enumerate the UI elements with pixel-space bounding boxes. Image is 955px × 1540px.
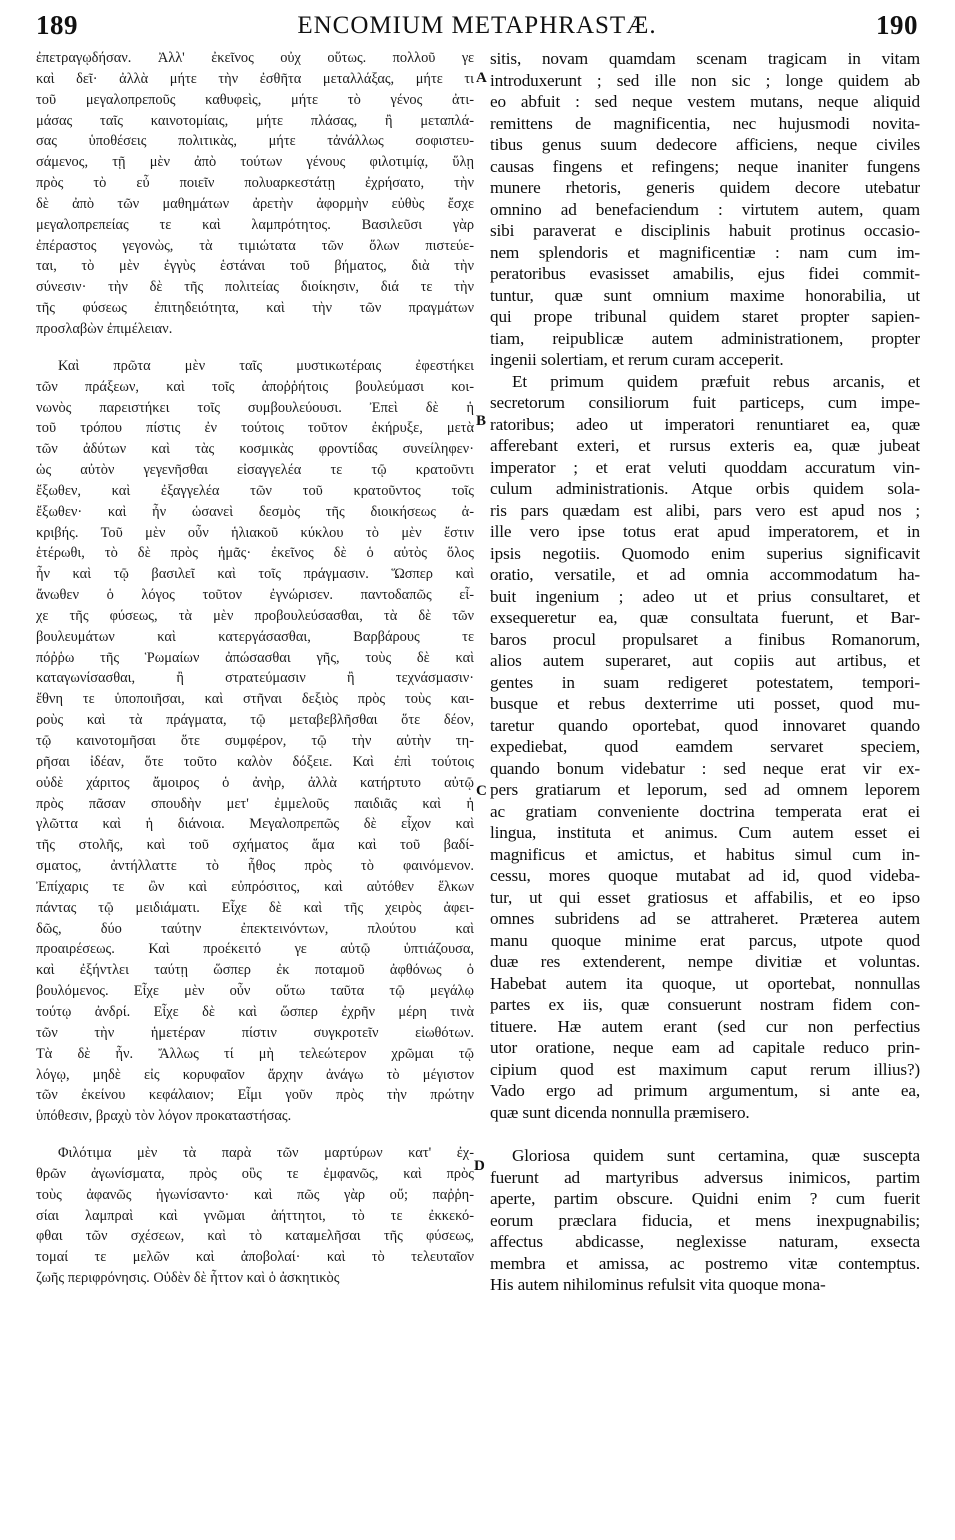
text-line: secretorum consiliorum fuit particeps, cum impe- (490, 393, 920, 412)
text-line: μεγαλοπρεπείας τε καὶ λαμπρότητος. Βασιλεῦσι γὰρ (36, 216, 474, 233)
text-line: τούτῳ ἀνδρί. Εἶχε δὲ καὶ ὥσπερ ἐχρῆν μέρη τινὰ (36, 1003, 474, 1020)
margin-marker-a: A (476, 70, 487, 86)
text-line: quando bonum videbatur : sed neque erat vir ex- (490, 758, 920, 778)
text-line: ratoribus; adeo ut imperatori renuntiaret ea, quæ (490, 414, 920, 434)
paragraph-gap (36, 340, 474, 356)
text-line: sitis, novam quamdam scenam tragicam in vitam (490, 49, 920, 68)
text-line: tiam, reipublicæ autem administrationem, propter (490, 328, 920, 348)
text-line: ἔξωθεν· καὶ ἦν ὡσανεὶ δεσμὸς τῆς διοικήσεως ἀ- (36, 503, 474, 520)
text-line: ἔξωθεν, καὶ ἐξαγγελέα τῶν τοῦ κρατοῦντος τοῖς (36, 482, 474, 499)
text-line: remittens de magnificentia, nec hujusmodi novita- (490, 113, 920, 133)
text-line: σματος, ἀντήλλαττε τὸ ἦθος πρὸς τὸ φαινόμενον. (36, 858, 474, 875)
text-line: Et primum quidem præfuit rebus arcanis, et (512, 371, 920, 391)
text-line: Gloriosa quidem sunt certamina, quæ suscepta (512, 1146, 920, 1165)
greek-paragraph (36, 356, 474, 1127)
text-line: imperator ; et erat veluti quoddam accuratum vin- (490, 457, 920, 477)
text-line: τῶν τὴν ἡμετέραν πίστιν συγκροτεῖν εἰωθότων. (36, 1024, 474, 1041)
text-line: tur, ut qui esset gratiosus et affabilis, et eo ipso (490, 887, 920, 907)
text-line: Habebat autem ita quoque, ut oportebat, nonnullas (490, 973, 920, 993)
text-line: τοῦ τρόπου πίστις ἐν τούτοις τοῦτον ἐκήρυξε, μετὰ (36, 420, 474, 437)
text-line: ἄνωθεν ὁ λόγος τοῦτον ἐγνώρισεν. παντοδαπῶς εἶ- (36, 587, 474, 604)
text-line: τῶν ἀδύτων καὶ τὰς κοσμικὰς φροντίδας συνείληφεν· (36, 441, 474, 458)
text-line: δῶς, δύο ταύτην ἐπεκτεινόντων, πλούτου καὶ (36, 920, 474, 937)
text-line: νωνὸς παρειστήκει τοῖς συμβουλεύουσι. Ἐπεὶ δὲ ἡ (36, 399, 474, 416)
text-line: busque et rebus dexterrime uti posset, quod mu- (490, 694, 920, 713)
text-line: ἦν καὶ τῷ βασιλεῖ καὶ τοῖς πράγμασιν. Ὥσπερ καὶ (36, 566, 474, 583)
text-line: sibi paraverat e disciplinis habuit protinus occasio- (490, 221, 920, 240)
margin-marker-c: C (476, 783, 487, 799)
text-line: ἔθνη τε ὑποποιῆσαι, καὶ στῆναι δεξιὸς πρὸς τοὺς και- (36, 691, 474, 708)
text-line: δὲ ἀπὸ τῶν μαθημάτων ἀρετὴν ἀφορμὴν εὐθὺς ἔσχε (36, 195, 474, 212)
text-line: τομαί τε μελῶν καὶ ἀποβολαί· καὶ τὸ τελευταῖον (36, 1249, 474, 1266)
text-line: καὶ ἐξήντλει ταύτῃ ὥσπερ ἐκ ποταμοῦ ἀφθόνως ὁ (36, 962, 474, 979)
text-line: χε τῆς φύσεως, τὰ μὲν προβουλεύσασθαι, τὰ δὲ τῶν (36, 607, 474, 624)
text-line: ac gratiam conveniente doctrina temperata erat ei (490, 801, 920, 821)
text-line: gentes in suam redigeret potestatem, tempori- (490, 672, 920, 692)
text-line: magnificus et amictus, et habitus simul cum in- (490, 844, 920, 864)
text-line: προσλαβὼν ἐπιμέλειαν. (36, 320, 173, 337)
page-number-left: 189 (36, 10, 78, 40)
text-line: γλῶττα καὶ ἡ διάνοια. Μεγαλοπρεπῶς δὲ εἶχον καὶ (36, 816, 474, 833)
text-line: λόγῳ, μηδὲ εἰς κορυφαῖον ἄρχην ἀνάγω τὸ μέγιστον (36, 1066, 474, 1083)
text-line: partes ex iis, quæ consuerunt nostram fidem con- (490, 995, 920, 1014)
margin-marker-b: B (476, 413, 487, 429)
text-line: ὡς αὐτὸν γεγενῆσθαι εἰσαγγελέα τε τῷ κρατοῦντι (36, 462, 474, 479)
text-line: buit ingenium ; adeo ut et prius consultaret, et (490, 586, 920, 606)
text-line: afferebant exteri, et rursus exteris ea, quæ jubeat (490, 436, 920, 455)
text-line: pers gratiarum et leporum, sed ad omnem leporem (490, 780, 920, 799)
text-line: τοὺς ἀφανῶς ἠγωνίσαντο· καὶ πῶς γὰρ οὔ; παῤῥη- (36, 1186, 474, 1203)
greek-paragraph (36, 48, 474, 340)
text-line: introduxerunt ; sed ille non sic ; longe quidem ab (490, 70, 920, 90)
text-line: affectus abdicasse, neglexisse naturam, exsecta (490, 1232, 920, 1251)
text-line: tuntur, quæ sunt omnium maxime honorabilia, ut (490, 285, 920, 305)
text-line: Τὰ δὲ ἦν. Ἄλλως τί μὴ τελεώτερον χρῶμαι τῷ (36, 1045, 474, 1062)
text-line: membra et amissa, ac postremo vitæ contemptus. (490, 1253, 920, 1273)
text-line: τῶν πράξεων, καὶ τοῖς ἀποῤῥήτοις βουλεύμασι κοι- (36, 378, 474, 395)
greek-column (36, 48, 474, 1289)
text-line: ris pars quædam est alibi, pars vero est apud nos ; (490, 500, 920, 520)
text-line: qui prope tribunal quidem staret propter sapien- (490, 307, 920, 326)
text-line: omnino ad benefaciendum : virtutem autem, quam (490, 199, 920, 219)
text-line: θρῶν ἀγωνίσματα, πρὸς οὓς τε ἐμφανῶς, καὶ πρὸς (36, 1165, 474, 1182)
text-line: ἐπετραγῳδήσαν. Ἀλλ' ἐκεῖνος οὐχ οὕτως. πολλοῦ γε (36, 50, 474, 66)
text-line: φθαι τῶν σχέσεων, καὶ τὸ καταμελῆσαι τῆς φύσεως, (36, 1228, 474, 1245)
text-line: βουλόμενος. Εἶχε μὲν οὖν οὕτω ταῦτα τῷ μεγάλῳ (36, 983, 474, 1000)
margin-marker-d: D (474, 1158, 485, 1174)
text-line: expediebat, quod eamdem servaret speciem, (490, 737, 920, 756)
text-line: His autem nihilominus refulsit vita quoque mona- (490, 1275, 826, 1294)
text-line: μάσας ταῖς καινοτομίαις, μήτε πλάσας, ἢ μεταπλά- (36, 112, 474, 129)
text-line: ipsis negotiis. Quomodo enim superius significavit (490, 543, 920, 563)
text-line: σύνεσιν· τὴν δὲ τῆς πολιτείας διοίκησιν, διά τε τὴν (36, 279, 474, 296)
text-line: eorum præclara fiducia, et mens inexpugnabilis; (490, 1210, 920, 1230)
text-line: πάντας τῷ μειδιάματι. Εἶχε δὲ καὶ τῆς χειρὸς ἀφει- (36, 899, 474, 916)
text-line: peratoribus evasisset amabilis, ejus fidei commit- (490, 264, 920, 283)
text-line: manu quoque minime erat parcus, utpote quod (490, 930, 920, 950)
text-line: causas fingens et refingens; neque inaniter fungens (490, 156, 920, 176)
text-line: ρῆσαι ἰδέαν, ὅτε τοῦτο καλὸν δόξειε. Καὶ ἐπὶ τούτοις (36, 753, 474, 770)
latin-paragraph (490, 48, 920, 371)
text-line: τοῦ μεγαλοπρεποῦς καθυφεὶς, μήτε τὸ γένος ἀτι- (36, 91, 474, 108)
text-line: culum administrationis. Atque orbis quidem sola- (490, 479, 920, 498)
text-line: πόῤῥω τῆς Ῥωμαίων ἀπώσασθαι γῆς, τοὺς δὲ καὶ (36, 649, 474, 666)
latin-column (490, 48, 920, 1296)
text-line: τῶν ἐκείνου κεφάλαιον; Εἶμι γοῦν πρὸς τὴν πρώτην (36, 1087, 474, 1104)
text-line: omnes subridens ad se attraheret. Præterea autem (490, 909, 920, 928)
page-number-right: 190 (876, 10, 918, 40)
text-line: οὐδὲ χάριτος ἄμοιρος ὁ ἀνὴρ, ἀλλὰ κατήρτυτο αὐτῷ (36, 774, 474, 791)
paragraph-gap (490, 1123, 920, 1145)
text-line: βουλευμάτων καὶ κατεργάσασθαι, Βαρβάρους τε (36, 628, 474, 645)
text-line: quæ sunt dicenda nonnulla præmisero. (490, 1102, 750, 1122)
text-line: duæ res extenderent, nempe divitiæ et voluntas. (490, 952, 920, 971)
text-line: baros procul propulsaret a finibus Romanorum, (490, 629, 920, 649)
text-line: ζωῆς περιφρόνησις. Οὐδὲν δὲ ἧττον καὶ ὁ ἀσκητικὸς (36, 1270, 340, 1287)
text-line: tituere. Hæ autem erant (sed cur non perfectius (490, 1016, 920, 1036)
text-line: σας ὑποθέσεις πολιτικὰς, μήτε τἀνάλλως σοφιστευ- (36, 133, 474, 150)
text-line: exsequeretur ea, quæ consultata fuerunt, et Bar- (490, 608, 920, 627)
text-line: oratio, versatile, et ad omnia accommodatum ha- (490, 565, 920, 584)
text-line: τῷ καινοτομῆσαι ὅτε συμφέρον, τῷ τὴν αὐτὴν τη- (36, 733, 474, 749)
text-line: ingenii solertiam, et rerum curam acceperit. (490, 350, 784, 369)
text-line: τῆς στολῆς, καὶ τοῦ σχήματος ἅμα καὶ τοῦ βαδί- (36, 837, 474, 854)
text-line: Ἐπίχαρις τε ὢν καὶ εὐπρόσιτος, καὶ αὐτόθεν ἕλκων (36, 878, 474, 895)
text-line: κριβής. Τοῦ μὲν οὖν ἡλιακοῦ κύκλου τὸ μὲν ἔστιν (36, 524, 474, 541)
text-line: Καὶ πρῶτα μὲν ταῖς μυστικωτέραις ἐφεστήκει (58, 357, 474, 374)
running-title: ENCOMIUM METAPHRASTÆ. (297, 12, 657, 39)
text-line: ἐπέραστος γεγονὼς, τὰ τιμιώτατα τῶν ὅλων πιστεύε- (36, 237, 474, 254)
text-line: προαιρέσεως. Καὶ προέκειτό γε αὐτῷ ὑπτιάζουσα, (36, 941, 474, 958)
text-line: ται, τὸ μὲν ἐγγὺς ἑστάναι τοῦ βήματος, διὰ τὴν (36, 258, 474, 275)
text-line: ἑτέρωθι, τὸ δὲ πρὸς ἡμᾶς· ἐκεῖνος δὲ ὁ αὐτὸς ὅλος (36, 545, 474, 562)
text-line: ille vero ipse totus erat apud imperatorem, et in (490, 522, 920, 541)
text-line: taretur quando oportebat, quod innovaret quando (490, 715, 920, 735)
text-line: utor oratione, neque eam ad capitale reduco prin- (490, 1038, 920, 1057)
text-line: καταγωνίσασθαι, ἢ στρατεύμασιν ἢ τεχνάσμασιν· (36, 670, 474, 687)
text-line: Vado ergo ad primum argumentum, si ante ea, (490, 1081, 920, 1100)
text-line: eo abfuit : sed neque vestem mutans, neque aliquid (490, 92, 920, 111)
text-line: munere rhetoris, generis quidem decore utebatur (490, 178, 920, 197)
text-line: ροὺς καὶ τὰ πράγματα, τῷ μεταβεβλῆσθαι ὅτε δέον, (36, 712, 474, 729)
text-line: τῆς φύσεως ἐπιτηδειότητα, καὶ τὴν τῶν πραγμάτων (36, 300, 474, 317)
text-line: Φιλότιμα μὲν τὰ παρὰ τῶν μαρτύρων κατ' ἐχ- (58, 1145, 474, 1162)
text-line: nem splendoris et magnificentiæ : nam cum im- (490, 242, 920, 262)
greek-paragraph (36, 1143, 474, 1289)
text-line: tibus genus suum dedecore afficiens, neque civiles (490, 135, 920, 154)
text-line: cessu, mores quoque mutabat ad id, quod videba- (490, 866, 920, 885)
latin-paragraph (490, 1145, 920, 1296)
latin-paragraph (490, 371, 920, 1124)
text-line: σίαι λαμπραὶ καὶ γνῶμαι ἀήττητοι, τὸ τε ἐκκεκό- (36, 1207, 474, 1224)
text-line: cipium quod est maximum caput rerum illius?) (490, 1059, 920, 1079)
page-header (36, 10, 918, 44)
paragraph-gap (36, 1127, 474, 1143)
text-line: καὶ δεῖ· ἀλλὰ μήτε τὴν ἐσθῆτα μεταλλάξας, μήτε τι (36, 70, 474, 87)
text-line: alios autem superaret, aut copiis aut artibus, et (490, 651, 920, 670)
text-line: lingua, instituta et animus. Cum autem esset ei (490, 823, 920, 842)
text-line: πρὸς τὸ εὖ ποιεῖν πολυαρκεστάτῃ ἐχρήσατο, τὴν (36, 175, 474, 192)
text-line: σάμενος, τῇ μὲν ἀπὸ τούτων γένους φιλοτιμίᾳ, ὕλῃ (36, 154, 474, 171)
text-line: fuerunt ad martyribus adversus inimicos, partim (490, 1167, 920, 1187)
text-line: πρὸς πᾶσαν σπουδὴν μετ' ἐμμελοῦς παιδιᾶς καὶ ἡ (36, 795, 474, 812)
text-line: aperte, partim obscure. Quidni enim ? cum fuerit (490, 1189, 920, 1208)
text-line: ὑπόθεσιν, βραχὺ τὸν λόγον προκαταστήσας. (36, 1108, 292, 1125)
